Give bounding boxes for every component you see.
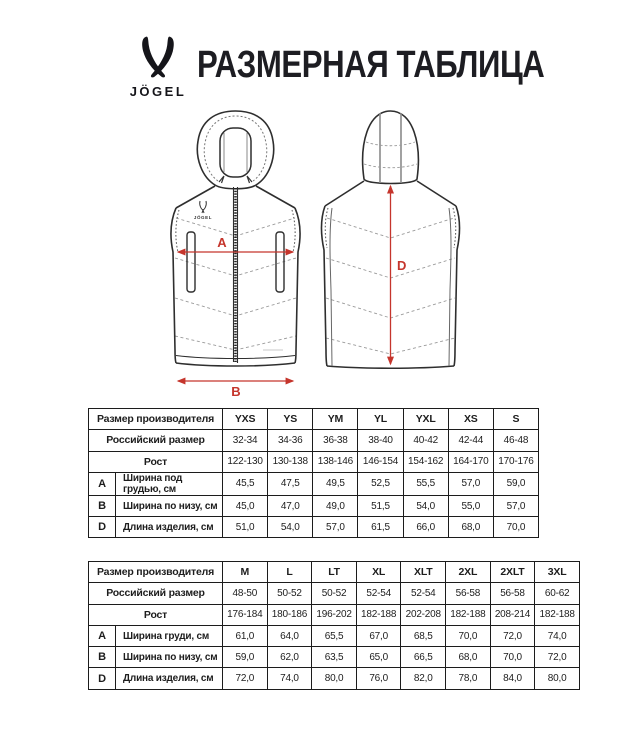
range-value-cell: 50-52 <box>312 583 357 604</box>
measure-value-cell: 47,0 <box>268 495 313 516</box>
size-code-cell: YL <box>358 409 403 430</box>
measure-key-cell: B <box>89 647 116 668</box>
range-value-cell: 182-188 <box>356 604 401 625</box>
measure-value-cell: 70,0 <box>446 625 491 646</box>
range-value-cell: 154-162 <box>403 451 448 472</box>
measure-a-label: A <box>217 235 227 250</box>
front-hood <box>197 111 273 189</box>
measure-row <box>89 668 580 689</box>
measure-value-cell: 72,0 <box>535 647 580 668</box>
measure-value-cell: 59,0 <box>493 472 538 495</box>
measure-key-cell: D <box>89 517 116 538</box>
measure-value-cell: 54,0 <box>403 495 448 516</box>
measure-value-cell: 74,0 <box>267 668 312 689</box>
range-value-cell: 40-42 <box>403 430 448 451</box>
range-value-cell: 34-36 <box>268 430 313 451</box>
measure-value-cell: 70,0 <box>493 517 538 538</box>
measure-value-cell: 64,0 <box>267 625 312 646</box>
range-value-cell: 56-58 <box>446 583 491 604</box>
range-value-cell: 208-214 <box>490 604 535 625</box>
measure-row <box>89 472 539 495</box>
header-row <box>89 604 580 625</box>
measure-value-cell: 67,0 <box>356 625 401 646</box>
measure-value-cell: 80,0 <box>312 668 357 689</box>
row-label-cell: Рост <box>89 604 223 625</box>
measure-arrow-d <box>391 186 407 364</box>
measure-value-cell: 74,0 <box>535 625 580 646</box>
measure-value-cell: 57,0 <box>313 517 358 538</box>
measure-value-cell: 55,5 <box>403 472 448 495</box>
size-code-cell: XL <box>356 562 401 583</box>
measure-value-cell: 72,0 <box>223 668 268 689</box>
measure-value-cell: 54,0 <box>268 517 313 538</box>
measure-value-cell: 70,0 <box>490 647 535 668</box>
range-value-cell: 146-154 <box>358 451 403 472</box>
range-value-cell: 164-170 <box>448 451 493 472</box>
measure-label-cell: Ширина груди, см <box>116 625 223 646</box>
measure-value-cell: 68,0 <box>448 517 493 538</box>
row-label-cell: Российский размер <box>89 583 223 604</box>
size-code-cell: 3XL <box>535 562 580 583</box>
header-row <box>89 451 539 472</box>
header-row <box>89 562 580 583</box>
measure-label-cell: Длина изделия, см <box>116 517 223 538</box>
measure-value-cell: 49,0 <box>313 495 358 516</box>
measure-value-cell: 55,0 <box>448 495 493 516</box>
measure-value-cell: 66,0 <box>403 517 448 538</box>
range-value-cell: 202-208 <box>401 604 446 625</box>
measure-value-cell: 61,5 <box>358 517 403 538</box>
measure-value-cell: 47,5 <box>268 472 313 495</box>
size-code-cell: 2XL <box>446 562 491 583</box>
size-code-cell: YM <box>313 409 358 430</box>
measure-value-cell: 65,0 <box>356 647 401 668</box>
size-code-cell: S <box>493 409 538 430</box>
measure-value-cell: 82,0 <box>401 668 446 689</box>
measure-value-cell: 63,5 <box>312 647 357 668</box>
measure-value-cell: 66,5 <box>401 647 446 668</box>
measure-value-cell: 62,0 <box>267 647 312 668</box>
row-label-cell: Размер производителя <box>89 409 223 430</box>
measure-value-cell: 61,0 <box>223 625 268 646</box>
measure-value-cell: 57,0 <box>493 495 538 516</box>
header-row <box>89 583 580 604</box>
range-value-cell: 138-146 <box>313 451 358 472</box>
measure-value-cell: 52,5 <box>358 472 403 495</box>
range-value-cell: 56-58 <box>490 583 535 604</box>
size-code-cell: YS <box>268 409 313 430</box>
front-chest-logo <box>194 201 212 220</box>
measure-value-cell: 51,0 <box>223 517 268 538</box>
size-table-adult <box>88 561 580 690</box>
brand-logo <box>124 34 192 99</box>
range-value-cell: 182-188 <box>446 604 491 625</box>
size-table-youth <box>88 408 539 538</box>
measure-row <box>89 625 580 646</box>
vest-back-diagram <box>318 100 463 385</box>
measure-label-cell: Ширина под грудью, см <box>116 472 223 495</box>
range-value-cell: 130-138 <box>268 451 313 472</box>
range-value-cell: 52-54 <box>401 583 446 604</box>
measure-value-cell: 65,5 <box>312 625 357 646</box>
back-hood <box>363 111 419 184</box>
measure-key-cell: D <box>89 668 116 689</box>
measure-value-cell: 45,5 <box>223 472 268 495</box>
measure-b-label: B <box>231 384 241 399</box>
measure-key-cell: A <box>89 625 116 646</box>
measure-row <box>89 647 580 668</box>
range-value-cell: 196-202 <box>312 604 357 625</box>
size-code-cell: L <box>267 562 312 583</box>
measure-label-cell: Ширина по низу, см <box>116 647 223 668</box>
size-code-cell: YXL <box>403 409 448 430</box>
header-row <box>89 409 539 430</box>
brand-wordmark: JÖGEL <box>129 84 187 99</box>
measure-value-cell: 45,0 <box>223 495 268 516</box>
size-code-cell: 2XLT <box>490 562 535 583</box>
measure-key-cell: A <box>89 472 116 495</box>
measure-row <box>89 495 539 516</box>
measure-value-cell: 51,5 <box>358 495 403 516</box>
measure-value-cell: 59,0 <box>223 647 268 668</box>
row-label-cell: Рост <box>89 451 223 472</box>
range-value-cell: 38-40 <box>358 430 403 451</box>
size-code-cell: XS <box>448 409 493 430</box>
measure-value-cell: 78,0 <box>446 668 491 689</box>
measure-value-cell: 49,5 <box>313 472 358 495</box>
range-value-cell: 36-38 <box>313 430 358 451</box>
measure-arrow-b <box>178 381 293 399</box>
range-value-cell: 122-130 <box>223 451 268 472</box>
range-value-cell: 42-44 <box>448 430 493 451</box>
measure-label-cell: Длина изделия, см <box>116 668 223 689</box>
range-value-cell: 52-54 <box>356 583 401 604</box>
measure-value-cell: 84,0 <box>490 668 535 689</box>
range-value-cell: 60-62 <box>535 583 580 604</box>
range-value-cell: 180-186 <box>267 604 312 625</box>
page-title: РАЗМЕРНАЯ ТАБЛИЦА <box>197 44 545 86</box>
measure-value-cell: 72,0 <box>490 625 535 646</box>
header-row <box>89 430 539 451</box>
range-value-cell: 46-48 <box>493 430 538 451</box>
measure-value-cell: 80,0 <box>535 668 580 689</box>
row-label-cell: Размер производителя <box>89 562 223 583</box>
measure-row <box>89 517 539 538</box>
range-value-cell: 48-50 <box>223 583 268 604</box>
range-value-cell: 182-188 <box>535 604 580 625</box>
measure-label-cell: Ширина по низу, см <box>116 495 223 516</box>
measure-value-cell: 68,0 <box>446 647 491 668</box>
range-value-cell: 32-34 <box>223 430 268 451</box>
measure-value-cell: 68,5 <box>401 625 446 646</box>
size-code-cell: YXS <box>223 409 268 430</box>
size-code-cell: LT <box>312 562 357 583</box>
measure-value-cell: 76,0 <box>356 668 401 689</box>
row-label-cell: Российский размер <box>89 430 223 451</box>
range-value-cell: 170-176 <box>493 451 538 472</box>
measure-d-label: D <box>397 258 407 273</box>
measure-key-cell: B <box>89 495 116 516</box>
svg-text:JÖGEL: JÖGEL <box>193 215 213 220</box>
vest-front-diagram <box>163 100 308 400</box>
range-value-cell: 50-52 <box>267 583 312 604</box>
size-code-cell: M <box>223 562 268 583</box>
jogel-horns-icon <box>130 34 186 82</box>
range-value-cell: 176-184 <box>223 604 268 625</box>
size-code-cell: XLT <box>401 562 446 583</box>
measure-value-cell: 57,0 <box>448 472 493 495</box>
